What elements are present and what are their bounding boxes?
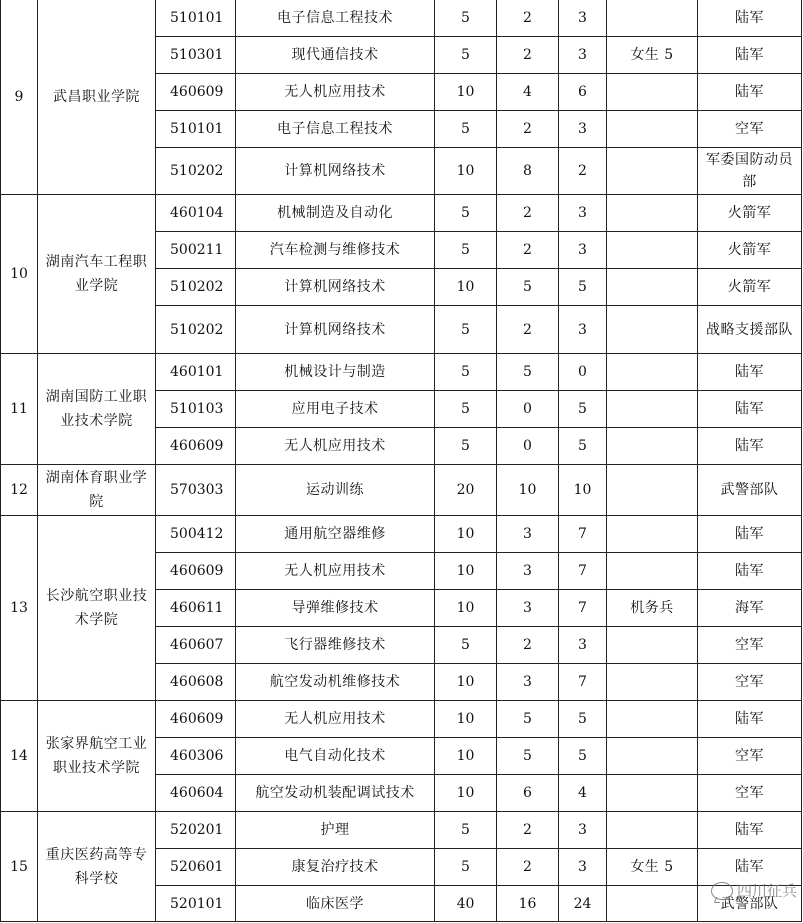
plan-count-a: 5	[497, 269, 559, 306]
major-code: 500412	[156, 516, 236, 553]
major-name: 康复治疗技术	[236, 849, 435, 886]
plan-count-b: 5	[559, 738, 607, 775]
plan-count-a: 5	[497, 354, 559, 391]
plan-count-a: 2	[497, 232, 559, 269]
major-code: 510103	[156, 391, 236, 428]
plan-count-a: 3	[497, 553, 559, 590]
plan-count-a: 0	[497, 428, 559, 465]
school-name: 武昌职业学院	[38, 0, 156, 195]
major-name: 汽车检测与维修技术	[236, 232, 435, 269]
plan-total: 10	[435, 516, 497, 553]
watermark-text: 四川征兵	[736, 882, 797, 900]
plan-count-b: 7	[559, 664, 607, 701]
major-name: 通用航空器维修	[236, 516, 435, 553]
table-row	[1, 0, 802, 37]
major-name: 运动训练	[236, 465, 435, 516]
plan-count-b: 2	[559, 148, 607, 195]
service-branch: 火箭军	[698, 232, 802, 269]
service-branch: 陆军	[698, 553, 802, 590]
plan-total: 10	[435, 148, 497, 195]
major-code: 570303	[156, 465, 236, 516]
plan-count-b: 3	[559, 306, 607, 354]
major-name: 应用电子技术	[236, 391, 435, 428]
major-name: 现代通信技术	[236, 37, 435, 74]
major-name: 导弹维修技术	[236, 590, 435, 627]
plan-count-b: 5	[559, 269, 607, 306]
plan-total: 5	[435, 232, 497, 269]
major-code: 460609	[156, 428, 236, 465]
plan-total: 10	[435, 738, 497, 775]
major-name: 无人机应用技术	[236, 74, 435, 111]
major-code: 460608	[156, 664, 236, 701]
service-branch: 战略支援部队	[698, 306, 802, 354]
major-name: 航空发动机装配调试技术	[236, 775, 435, 812]
plan-count-a: 16	[497, 886, 559, 922]
note	[607, 195, 698, 232]
note	[607, 0, 698, 37]
note	[607, 738, 698, 775]
note	[607, 775, 698, 812]
group-number: 10	[1, 195, 38, 354]
major-name: 无人机应用技术	[236, 553, 435, 590]
plan-count-b: 0	[559, 354, 607, 391]
major-name: 无人机应用技术	[236, 428, 435, 465]
major-name: 电气自动化技术	[236, 738, 435, 775]
note: 女生 5	[607, 849, 698, 886]
plan-count-a: 2	[497, 111, 559, 148]
service-branch: 空军	[698, 627, 802, 664]
note	[607, 627, 698, 664]
plan-total: 40	[435, 886, 497, 922]
plan-count-b: 3	[559, 849, 607, 886]
service-branch: 军委国防动员部	[698, 148, 802, 195]
major-code: 460104	[156, 195, 236, 232]
plan-count-a: 3	[497, 516, 559, 553]
plan-total: 10	[435, 269, 497, 306]
service-branch: 陆军	[698, 701, 802, 738]
major-name: 计算机网络技术	[236, 148, 435, 195]
plan-total: 20	[435, 465, 497, 516]
plan-count-b: 3	[559, 195, 607, 232]
plan-total: 5	[435, 37, 497, 74]
note	[607, 74, 698, 111]
service-branch: 陆军	[698, 391, 802, 428]
service-branch: 火箭军	[698, 195, 802, 232]
major-code: 460604	[156, 775, 236, 812]
major-name: 无人机应用技术	[236, 701, 435, 738]
plan-count-a: 2	[497, 812, 559, 849]
major-name: 计算机网络技术	[236, 306, 435, 354]
group-number: 13	[1, 516, 38, 701]
plan-total: 5	[435, 0, 497, 37]
note	[607, 111, 698, 148]
plan-total: 10	[435, 74, 497, 111]
service-branch: 空军	[698, 664, 802, 701]
note	[607, 354, 698, 391]
plan-count-b: 7	[559, 553, 607, 590]
plan-count-a: 2	[497, 627, 559, 664]
plan-count-a: 0	[497, 391, 559, 428]
note	[607, 812, 698, 849]
school-name: 长沙航空职业技术学院	[38, 516, 156, 701]
note	[607, 269, 698, 306]
school-name: 湖南国防工业职业技术学院	[38, 354, 156, 465]
group-number: 12	[1, 465, 38, 516]
major-code: 520601	[156, 849, 236, 886]
service-branch: 海军	[698, 590, 802, 627]
major-code: 520101	[156, 886, 236, 922]
plan-total: 10	[435, 701, 497, 738]
major-code: 510101	[156, 0, 236, 37]
major-code: 510202	[156, 269, 236, 306]
group-number: 14	[1, 701, 38, 812]
major-code: 460609	[156, 553, 236, 590]
note	[607, 553, 698, 590]
plan-count-b: 10	[559, 465, 607, 516]
plan-count-b: 5	[559, 391, 607, 428]
school-name: 湖南汽车工程职业学院	[38, 195, 156, 354]
service-branch: 空军	[698, 738, 802, 775]
major-code: 510202	[156, 306, 236, 354]
major-name: 机械制造及自动化	[236, 195, 435, 232]
plan-total: 5	[435, 354, 497, 391]
major-code: 460611	[156, 590, 236, 627]
plan-total: 10	[435, 664, 497, 701]
plan-total: 10	[435, 590, 497, 627]
service-branch: 陆军	[698, 428, 802, 465]
school-name: 张家界航空工业职业技术学院	[38, 701, 156, 812]
note: 女生 5	[607, 37, 698, 74]
major-name: 护理	[236, 812, 435, 849]
plan-total: 10	[435, 775, 497, 812]
major-code: 460609	[156, 701, 236, 738]
plan-count-b: 3	[559, 111, 607, 148]
plan-count-b: 3	[559, 232, 607, 269]
plan-count-a: 6	[497, 775, 559, 812]
note	[607, 428, 698, 465]
note	[607, 465, 698, 516]
note	[607, 148, 698, 195]
group-number: 11	[1, 354, 38, 465]
service-branch: 武警部队	[698, 465, 802, 516]
table-row	[1, 354, 802, 391]
note	[607, 701, 698, 738]
plan-total: 5	[435, 195, 497, 232]
service-branch: 陆军	[698, 37, 802, 74]
plan-count-a: 3	[497, 664, 559, 701]
plan-count-a: 4	[497, 74, 559, 111]
plan-count-b: 3	[559, 37, 607, 74]
plan-count-a: 5	[497, 701, 559, 738]
plan-count-b: 3	[559, 0, 607, 37]
plan-count-a: 2	[497, 306, 559, 354]
table-row	[1, 701, 802, 738]
plan-count-b: 3	[559, 812, 607, 849]
note	[607, 664, 698, 701]
plan-count-a: 10	[497, 465, 559, 516]
major-code: 510101	[156, 111, 236, 148]
service-branch: 空军	[698, 775, 802, 812]
group-number: 9	[1, 0, 38, 195]
plan-total: 5	[435, 111, 497, 148]
major-name: 电子信息工程技术	[236, 0, 435, 37]
plan-count-a: 2	[497, 0, 559, 37]
service-branch: 空军	[698, 111, 802, 148]
plan-count-b: 6	[559, 74, 607, 111]
note	[607, 391, 698, 428]
service-branch: 陆军	[698, 0, 802, 37]
plan-count-a: 2	[497, 849, 559, 886]
service-branch: 陆军	[698, 516, 802, 553]
major-code: 460101	[156, 354, 236, 391]
service-branch: 陆军	[698, 849, 802, 886]
plan-count-a: 2	[497, 195, 559, 232]
plan-count-a: 3	[497, 590, 559, 627]
major-name: 机械设计与制造	[236, 354, 435, 391]
major-name: 计算机网络技术	[236, 269, 435, 306]
school-name: 湖南体育职业学院	[38, 465, 156, 516]
major-name: 航空发动机维修技术	[236, 664, 435, 701]
plan-total: 10	[435, 553, 497, 590]
major-name: 电子信息工程技术	[236, 111, 435, 148]
plan-total: 5	[435, 428, 497, 465]
plan-count-b: 7	[559, 590, 607, 627]
service-branch: 陆军	[698, 74, 802, 111]
school-name: 重庆医药高等专科学校	[38, 812, 156, 922]
major-code: 460609	[156, 74, 236, 111]
service-branch: 陆军	[698, 354, 802, 391]
major-code: 460306	[156, 738, 236, 775]
table-row	[1, 465, 802, 516]
plan-count-b: 5	[559, 428, 607, 465]
major-code: 510202	[156, 148, 236, 195]
plan-total: 5	[435, 391, 497, 428]
major-code: 520201	[156, 812, 236, 849]
plan-count-b: 4	[559, 775, 607, 812]
note	[607, 306, 698, 354]
service-branch: 陆军	[698, 812, 802, 849]
table-row	[1, 516, 802, 553]
note	[607, 516, 698, 553]
service-branch: 武警部队	[698, 886, 802, 922]
plan-total: 5	[435, 849, 497, 886]
major-name: 临床医学	[236, 886, 435, 922]
plan-count-b: 5	[559, 701, 607, 738]
plan-total: 5	[435, 627, 497, 664]
plan-count-b: 24	[559, 886, 607, 922]
major-name: 飞行器维修技术	[236, 627, 435, 664]
plan-count-a: 5	[497, 738, 559, 775]
plan-total: 5	[435, 306, 497, 354]
group-number: 15	[1, 812, 38, 922]
note	[607, 232, 698, 269]
major-code: 500211	[156, 232, 236, 269]
major-code: 460607	[156, 627, 236, 664]
table-row	[1, 195, 802, 232]
plan-count-a: 2	[497, 37, 559, 74]
major-code: 510301	[156, 37, 236, 74]
service-branch: 火箭军	[698, 269, 802, 306]
plan-count-a: 8	[497, 148, 559, 195]
plan-total: 5	[435, 812, 497, 849]
plan-count-b: 7	[559, 516, 607, 553]
plan-count-b: 3	[559, 627, 607, 664]
table-row	[1, 812, 802, 849]
note: 机务兵	[607, 590, 698, 627]
note	[607, 886, 698, 922]
